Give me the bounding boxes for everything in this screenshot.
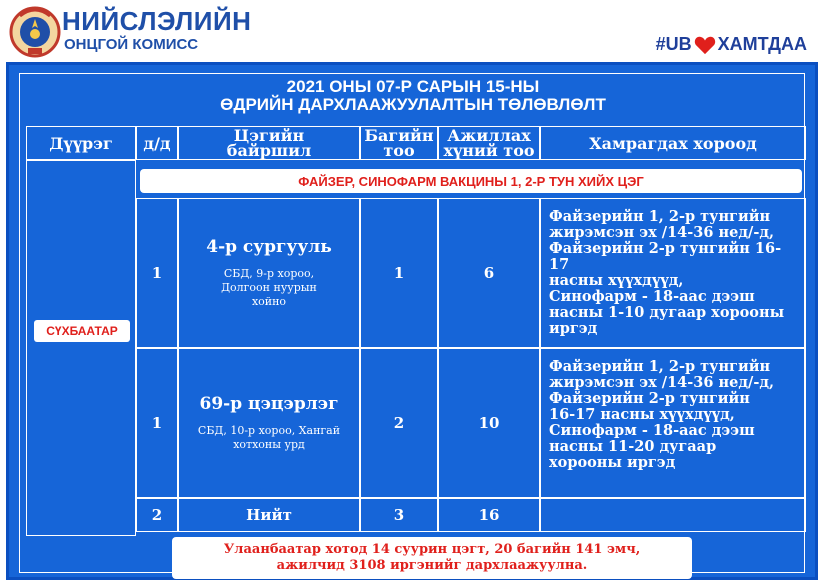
row1-staff: 6 [438,198,540,348]
col-header-location-l2: байршил [226,141,312,160]
row1-coverage [540,198,806,348]
row1-location-detail-3: хойно [251,295,287,308]
col-header-district: Дүүрэг [26,126,136,160]
col-header-location [178,126,360,160]
schedule-panel [6,62,818,580]
heart-icon [694,35,716,55]
row1-coverage-line2: жирэмсэн эх /14-36 нед/-д, [549,224,775,241]
row1-location-detail-2: Долгоон нуурын [221,281,317,294]
row2-coverage-line2: жирэмсэн эх /14-36 нед/-д, [549,374,775,391]
total-teams: 3 [360,498,438,532]
row2-coverage-line4: 16-17 насны хүүхдүүд, [549,406,735,423]
footer-line2: ажилчид 3108 иргэнийг дархлаажуулна. [276,558,588,573]
row2-no: 1 [136,348,178,498]
row1-no: 1 [136,198,178,348]
org-name-line1: НИЙСЛЭЛИЙН [62,6,252,36]
schedule-frame [19,73,805,573]
title-line1: 2021 ОНЫ 07-Р САРЫН 15-НЫ [286,77,540,96]
row1-location [178,198,360,348]
row2-location-name: 69-р цэцэрлэг [199,394,339,414]
state-emblem-icon [8,4,62,58]
org-name-line2: ОНЦГОЙ КОМИСС [64,36,199,53]
row2-coverage-line7: хорооны иргэд [549,454,676,471]
district-cell [26,160,136,536]
row1-coverage-line1: Файзерийн 1, 2-р тунгийн [549,208,771,225]
page-title [20,78,806,114]
col-header-teams [360,126,438,160]
row2-location-detail-2: хотхоны урд [233,438,305,451]
title-line2: ӨДРИЙН ДАРХЛААЖУУЛАЛТЫН ТӨЛӨВЛӨЛТ [220,95,606,114]
col-header-no: д/д [136,126,178,160]
row1-coverage-line4: насны хүүхдүүд, [549,272,684,289]
row2-coverage-line6: насны 11-20 дугаар [549,438,717,455]
district-badge: СҮХБААТАР [34,320,130,342]
hashtag-suffix: ХАМТДАА [717,34,807,54]
row1-coverage-line3: Файзерийн 2-р тунгийн 16-17 [549,240,782,273]
total-staff: 16 [438,498,540,532]
row2-location [178,348,360,498]
hashtag-prefix: #UB [655,34,692,54]
row1-coverage-line7: иргэд [549,320,598,337]
row1-location-name: 4-р сургууль [206,237,332,257]
footer-summary [172,537,692,579]
row1-coverage-line5: Синофарм - 18-аас дээш [549,288,755,305]
vaccine-banner: ФАЙЗЕР, СИНОФАРМ ВАКЦИНЫ 1, 2-Р ТУН ХИЙХ ЦЭГ [140,169,802,193]
col-header-location-l1: Цэгийн [233,126,305,145]
row2-coverage-line1: Файзерийн 1, 2-р тунгийн [549,358,771,375]
col-header-teams-l1: Багийн [364,126,434,145]
total-coverage [540,498,806,532]
total-no: 2 [136,498,178,532]
col-header-staff [438,126,540,160]
row1-teams: 1 [360,198,438,348]
col-header-teams-l2: тоо [383,141,415,160]
row2-location-detail-1: СБД, 10-р хороо, Хангай [197,424,341,437]
col-header-staff-l2: хүний тоо [443,141,535,160]
total-label: Нийт [178,498,360,532]
col-header-staff-l1: Ажиллах [447,126,531,145]
row2-teams: 2 [360,348,438,498]
footer-line1: Улаанбаатар хотод 14 суурин цэгт, 20 багийн 141 эмч, [223,542,641,557]
hashtag [656,34,807,55]
header [0,0,825,62]
row2-coverage-line5: Синофарм - 18-аас дээш [549,422,755,439]
row1-location-detail-1: СБД, 9-р хороо, [223,267,315,280]
row1-coverage-line6: насны 1-10 дугаар хорооны [549,304,785,321]
row2-coverage-line3: Файзерийн 2-р тунгийн [549,390,750,407]
row2-coverage [540,348,806,498]
row2-staff: 10 [438,348,540,498]
col-header-coverage: Хамрагдах хороод [540,126,806,160]
